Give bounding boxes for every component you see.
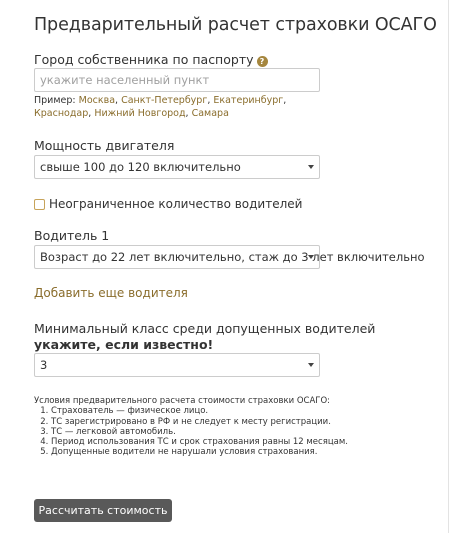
city-examples: Пример: Москва, Санкт-Петербург, Екатеринбург, Краснодар, Нижний Новгород, Самара <box>34 95 287 119</box>
driver1-select[interactable] <box>34 245 425 269</box>
city-example-link[interactable]: Москва <box>78 95 116 106</box>
conditions-list <box>34 406 394 457</box>
dropdown-arrow-icon <box>308 165 314 169</box>
add-driver-link[interactable]: Добавить еще водителя <box>34 286 188 300</box>
min-class-value: 3 <box>40 358 48 372</box>
page-title: Предварительный расчет страховки ОСАГО <box>34 15 437 35</box>
city-input[interactable] <box>34 68 320 92</box>
examples-prefix: Пример: <box>34 95 76 106</box>
engine-power-select[interactable] <box>34 155 320 179</box>
city-example-link[interactable]: Краснодар <box>34 108 89 119</box>
condition-item: 3. ТС — легковой автомобиль. <box>51 427 394 437</box>
min-class-label: Минимальный класс среди допущенных водителей <box>34 321 376 336</box>
city-example-link[interactable]: Самара <box>191 108 229 119</box>
conditions-block <box>34 396 394 458</box>
city-example-link[interactable]: Екатеринбург <box>213 95 284 106</box>
dropdown-arrow-icon <box>308 363 314 367</box>
unlimited-drivers-label[interactable]: Неограниченное количество водителей <box>49 197 303 211</box>
city-example-link[interactable]: Нижний Новгород <box>94 108 186 119</box>
unlimited-drivers-checkbox[interactable] <box>34 199 45 210</box>
condition-item: 2. ТС зарегистрировано в РФ и не следует к месту регистрации. <box>51 417 394 427</box>
engine-power-value: свыше 100 до 120 включительно <box>40 160 241 174</box>
engine-power-label: Мощность двигателя <box>34 138 175 153</box>
conditions-heading: Условия предварительного расчета стоимости страховки ОСАГО: <box>34 396 330 406</box>
dropdown-arrow-icon <box>308 255 314 259</box>
city-label-text: Город собственника по паспорту <box>34 52 254 67</box>
condition-item: 5. Допущенные водители не нарушали условия страхования. <box>51 447 394 457</box>
min-class-hint: укажите, если известно! <box>34 337 214 352</box>
condition-item: 1. Страхователь — физическое лицо. <box>51 406 394 416</box>
city-label <box>34 52 268 67</box>
right-border <box>448 0 449 533</box>
driver1-value: Возраст до 22 лет включительно, стаж до 3 лет включительно <box>40 250 425 264</box>
city-example-link[interactable]: Санкт-Петербург <box>121 95 208 106</box>
condition-item: 4. Период использования ТС и срок страхования равны 12 месяцам. <box>51 437 394 447</box>
calculate-button[interactable]: Рассчитать стоимость <box>34 499 172 522</box>
help-icon[interactable]: ? <box>257 56 268 67</box>
driver1-label: Водитель 1 <box>34 228 110 243</box>
min-class-select[interactable] <box>34 353 320 377</box>
